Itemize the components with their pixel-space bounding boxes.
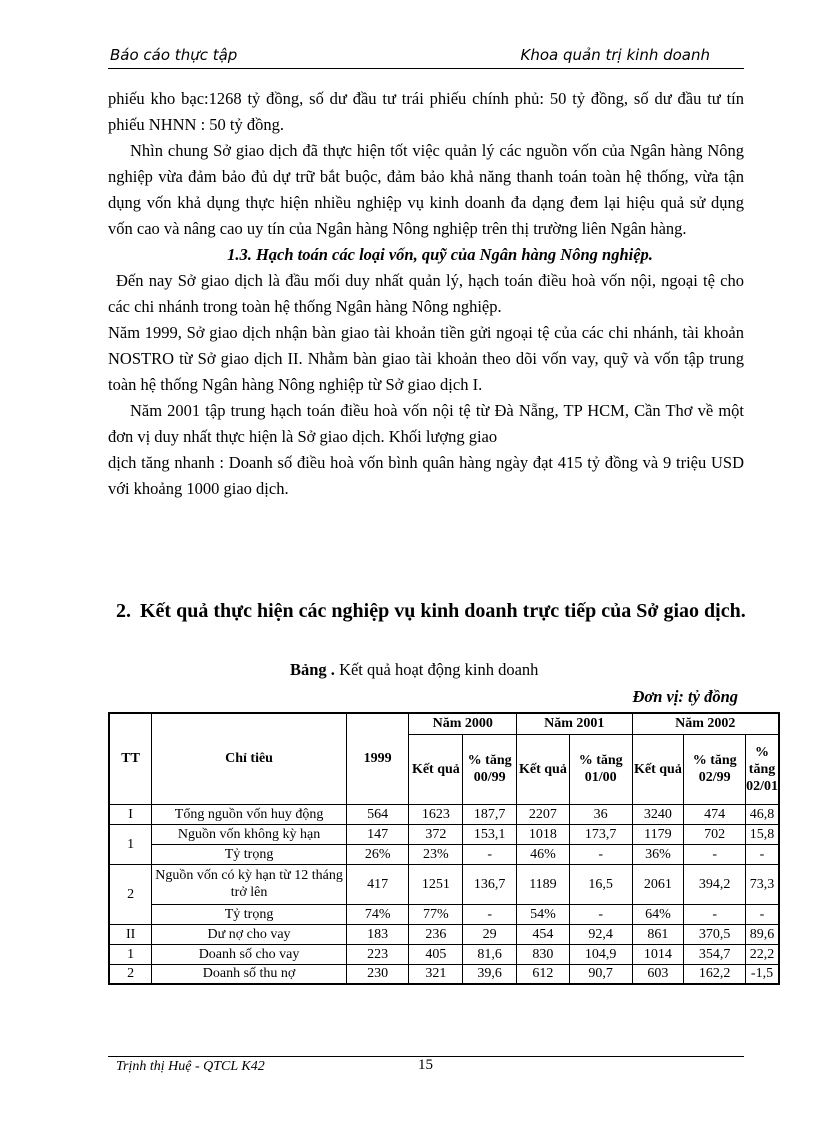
cell-value: 89,6	[746, 924, 779, 944]
cell-value: 564	[346, 804, 409, 824]
cell-value: 90,7	[569, 964, 632, 984]
th-tang-00-99: % tăng 00/99	[463, 734, 517, 804]
header-right: Khoa quản trị kinh doanh	[520, 46, 710, 64]
cell-tt: 1	[109, 944, 152, 964]
cell-value: -	[684, 904, 746, 924]
cell-label: Dư nợ cho vay	[152, 924, 347, 944]
cell-value: -	[746, 844, 779, 864]
cell-value: -	[463, 904, 517, 924]
th-tt: TT	[109, 713, 152, 804]
cell-value: -	[569, 904, 632, 924]
table-row	[109, 824, 779, 844]
cell-value: 321	[409, 964, 463, 984]
cell-value: 1014	[632, 944, 684, 964]
cell-value: -1,5	[746, 964, 779, 984]
page-header	[108, 44, 744, 69]
cell-value: 454	[517, 924, 570, 944]
th-2000: Năm 2000	[409, 713, 517, 734]
cell-value: 372	[409, 824, 463, 844]
table-row	[109, 804, 779, 824]
cell-value: 147	[346, 824, 409, 844]
th-ket-qua: Kết quả	[517, 734, 570, 804]
cell-value: 1179	[632, 824, 684, 844]
cell-value: 36	[569, 804, 632, 824]
table-row	[109, 864, 779, 904]
cell-value: 230	[346, 964, 409, 984]
th-2001: Năm 2001	[517, 713, 632, 734]
cell-value: -	[746, 904, 779, 924]
cell-tt: II	[109, 924, 152, 944]
cell-value: 1189	[517, 864, 570, 904]
cell-value: 236	[409, 924, 463, 944]
cell-value: 370,5	[684, 924, 746, 944]
table-body	[109, 804, 779, 984]
th-2002: Năm 2002	[632, 713, 779, 734]
cell-value: 612	[517, 964, 570, 984]
cell-value: -	[569, 844, 632, 864]
cell-label: Tỷ trọng	[152, 844, 347, 864]
cell-value: 64%	[632, 904, 684, 924]
cell-value: 417	[346, 864, 409, 904]
cell-value: 223	[346, 944, 409, 964]
cell-value: 830	[517, 944, 570, 964]
page-number: 15	[418, 1057, 433, 1073]
section-heading	[108, 596, 748, 626]
cell-value: 74%	[346, 904, 409, 924]
th-tang-02-99: % tăng 02/99	[684, 734, 746, 804]
results-table	[108, 712, 780, 985]
cell-value: 54%	[517, 904, 570, 924]
cell-value: 1251	[409, 864, 463, 904]
cell-value: 153,1	[463, 824, 517, 844]
cell-value: -	[463, 844, 517, 864]
table-unit: Đơn vị: tỷ đồng	[632, 687, 738, 706]
cell-value: 354,7	[684, 944, 746, 964]
th-1999: 1999	[346, 713, 409, 804]
paragraph: dịch tăng nhanh : Doanh số điều hoà vốn bình quân hàng ngày đạt 415 tỷ đồng và 9 triệu USD với khoảng 1000 giao dịch.	[108, 453, 744, 498]
cell-value: 81,6	[463, 944, 517, 964]
cell-value: 2061	[632, 864, 684, 904]
cell-value: 23%	[409, 844, 463, 864]
cell-value: 39,6	[463, 964, 517, 984]
cell-value: 46%	[517, 844, 570, 864]
table-row	[109, 944, 779, 964]
cell-value: -	[684, 844, 746, 864]
cell-value: 1623	[409, 804, 463, 824]
cell-value: 861	[632, 924, 684, 944]
cell-value: 603	[632, 964, 684, 984]
caption-text: Kết quả hoạt động kinh doanh	[334, 660, 539, 679]
section-title: Kết quả thực hiện các nghiệp vụ kinh doanh trực tiếp của Sở giao dịch.	[140, 600, 746, 622]
cell-value: 16,5	[569, 864, 632, 904]
cell-value: 22,2	[746, 944, 779, 964]
cell-value: 173,7	[569, 824, 632, 844]
cell-value: 162,2	[684, 964, 746, 984]
cell-value: 474	[684, 804, 746, 824]
cell-value: 394,2	[684, 864, 746, 904]
table-row	[109, 964, 779, 984]
cell-label: Nguồn vốn có kỳ hạn từ 12 tháng trở lên	[152, 864, 347, 904]
cell-value: 104,9	[569, 944, 632, 964]
cell-value: 702	[684, 824, 746, 844]
cell-label: Tỷ trọng	[152, 904, 347, 924]
cell-value: 183	[346, 924, 409, 944]
th-tang-01-00: % tăng 01/00	[569, 734, 632, 804]
cell-value: 136,7	[463, 864, 517, 904]
body-text	[108, 86, 744, 502]
paragraph: Năm 2001 tập trung hạch toán điều hoà vốn nội tệ từ Đà Nẵng, TP HCM, Cần Thơ về một đơn vị duy nhất thực hiện là Sở giao dịch. Khối lượng giao	[108, 401, 744, 446]
cell-value: 46,8	[746, 804, 779, 824]
paragraph: phiếu kho bạc:1268 tỷ đồng, số dư đầu tư trái phiếu chính phủ: 50 tỷ đồng, số dư đầu tư tín phiếu NHNN : 50 tỷ đồng.	[108, 89, 744, 134]
cell-value: 3240	[632, 804, 684, 824]
subheading: 1.3. Hạch toán các loại vốn, quỹ của Ngân hàng Nông nghiệp.	[227, 245, 653, 264]
header-left: Báo cáo thực tập	[110, 46, 238, 64]
footer-author: Trịnh thị Huệ - QTCL K42	[116, 1059, 265, 1074]
cell-value: 77%	[409, 904, 463, 924]
th-tang-02-01: % tăng 02/01	[746, 734, 779, 804]
cell-tt: I	[109, 804, 152, 824]
cell-value: 405	[409, 944, 463, 964]
cell-tt: 2	[109, 864, 152, 924]
cell-label: Tổng nguồn vốn huy động	[152, 804, 347, 824]
cell-value: 15,8	[746, 824, 779, 844]
table-row	[109, 924, 779, 944]
cell-label: Doanh số thu nợ	[152, 964, 347, 984]
cell-value: 2207	[517, 804, 570, 824]
cell-value: 92,4	[569, 924, 632, 944]
table-row	[109, 844, 779, 864]
cell-value: 36%	[632, 844, 684, 864]
table-caption	[290, 660, 538, 680]
table-row	[109, 904, 779, 924]
th-ket-qua: Kết quả	[409, 734, 463, 804]
cell-value: 73,3	[746, 864, 779, 904]
cell-value: 1018	[517, 824, 570, 844]
paragraph: Năm 1999, Sở giao dịch nhận bàn giao tài khoản tiền gửi ngoại tệ của các chi nhánh, tài khoản NOSTRO từ Sở giao dịch II. Nhằm bàn giao tài khoản theo dõi vốn vay, quỹ và vốn tập trung toàn hệ thống Ngân hàng Nông nghiệp từ Sở giao dịch I.	[108, 323, 744, 394]
caption-label: Bảng .	[290, 660, 335, 679]
page-footer	[108, 1056, 744, 1074]
cell-value: 187,7	[463, 804, 517, 824]
section-number: 2.	[116, 600, 131, 622]
th-chitieu: Chỉ tiêu	[152, 713, 347, 804]
paragraph: Nhìn chung Sở giao dịch đã thực hiện tốt việc quản lý các nguồn vốn của Ngân hàng Nông nghiệp vừa đảm bảo đủ dự trữ bắt buộc, đảm bảo khả năng thanh toán toàn hệ thống, vừa tận dụng vốn khả dụng thực hiện nhiều nghiệp vụ kinh doanh đa dạng đem lại hiệu quả sử dụng vốn cao và nâng cao uy tín của Ngân hàng Nông nghiệp trên thị trường liên Ngân hàng.	[108, 141, 744, 238]
cell-tt: 2	[109, 964, 152, 984]
cell-tt: 1	[109, 824, 152, 864]
th-ket-qua: Kết quả	[632, 734, 684, 804]
paragraph: Đến nay Sở giao dịch là đầu mối duy nhất quản lý, hạch toán điều hoà vốn nội, ngoại tệ cho các chi nhánh trong toàn hệ thống Ngân hàng Nông nghiệp.	[108, 271, 744, 316]
cell-label: Nguồn vốn không kỳ hạn	[152, 824, 347, 844]
cell-label: Doanh số cho vay	[152, 944, 347, 964]
cell-value: 26%	[346, 844, 409, 864]
cell-value: 29	[463, 924, 517, 944]
